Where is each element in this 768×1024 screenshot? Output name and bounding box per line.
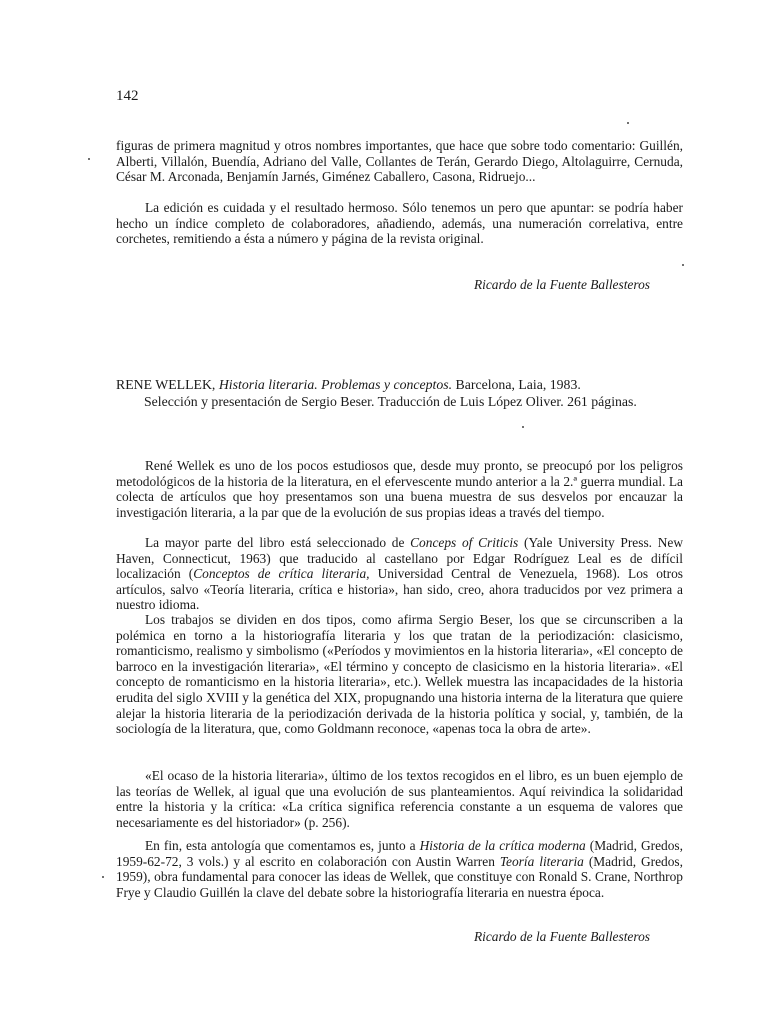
reference-author: RENE WELLEK,	[116, 377, 216, 392]
intro-paragraph-1: figuras de primera magnitud y otros nombres importantes, que hace que sobre todo comentario: Guillén, Alberti, Villalón, Buendía, Adriano del Valle, Collantes de Terán, Gerardo Diego, Altolaguirre, Cernuda, César M. Arconada, Benjamín Jarnés, Giménez Caballero, Casona, Ridruejo...	[116, 138, 683, 185]
reference-details-rest: Selección y presentación de Sergio Beser. Traducción de Luis López Oliver. 261 páginas.	[144, 394, 637, 409]
p2-text-a: La mayor parte del libro está seleccionado de	[145, 535, 405, 550]
p2-text-c: (Yale University Press. New Haven, Connecticut, 1963) que traducido al castellano por Edgar Rodríguez Leal es de difícil localización (	[116, 535, 684, 582]
p2-text-e: Universidad Central de Venezuela, 1968). Los otros artículos, salvo «Teoría literaria, crítica e historia», han sido, creo, ahora traducidos por vez primera a nuestro idioma.	[116, 566, 683, 613]
scan-speck	[88, 158, 90, 160]
scan-speck	[627, 122, 629, 124]
p5-text-a: En fin, esta antología que comentamos es, junto a	[145, 838, 416, 853]
review-paragraph-1: René Wellek es uno de los pocos estudiosos que, desde muy pronto, se preocupó por los peligros metodológicos de la historia de la literatura, en el efervescente mundo anterior a la 2.ª guerra mundial. La colecta de artículos que hoy presentamos son una buena muestra de sus desvelos por encauzar la investigación literaria, a la par que de la evolución de sus propias ideas a través del tiempo.	[116, 458, 683, 520]
signature-1: Ricardo de la Fuente Ballesteros	[473, 277, 650, 292]
p2-title-concepts: Conceps of Criticis	[410, 535, 519, 550]
reference-title: Historia literaria. Problemas y conceptos.	[218, 377, 453, 392]
page-number: 142	[116, 88, 139, 104]
review-paragraph-4: «El ocaso de la historia literaria», último de los textos recogidos en el libro, es un buen ejemplo de las teorías de Wellek, al igual que una evolución de sus planteamientos. Aquí reivindica la solidaridad entre la historia y la crítica: «La crítica significa referencia constante a un esquema de valores que necesariamente es del historiador» (p. 256).	[116, 768, 683, 830]
review-paragraph-3: Los trabajos se dividen en dos tipos, como afirma Sergio Beser, los que se circunscriben a la polémica en torno a la historiografía literaria y los que tratan de la periodización: clasicismo, romanticismo, realismo y simbolismo («Períodos y movimientos en la historia literaria», «El concepto de barroco en la investigación literaria», «El término y concepto de clasicismo en la historia literaria». «El concepto de romanticismo en la historia literaria», etc.). Wellek muestra las incapacidades de la historia erudita del siglo XVIII y la genética del XIX, propugnando una historia interna de la literatura que quiere alejar la historia literaria de la periodización derivada de la historia política y social, y, también, de la sociología de la literatura, que, como Goldmann reconoce, «apenas toca la obra de arte».	[116, 612, 683, 737]
scan-speck	[102, 876, 104, 878]
p5-text-c: (Madrid, Gredos, 1959-62-72, 3 vols.) y al escrito en colaboración con Austin Warren	[116, 838, 683, 869]
review-paragraph-2	[116, 535, 683, 613]
p5-title-teoria: Teoría literaria	[499, 853, 584, 869]
p2-title-conceptos: Conceptos de crítica literaria,	[193, 566, 370, 582]
intro-paragraph-2: La edición es cuidada y el resultado hermoso. Sólo tenemos un pero que apuntar: se podría haber hecho un índice completo de colaboradores, añadiendo, además, una numeración correlativa, entre corchetes, remitiendo a ésta a número y página de la revista original.	[116, 200, 683, 247]
scan-speck	[522, 426, 524, 428]
book-reference	[116, 376, 686, 410]
reference-details-first: Barcelona, Laia, 1983.	[455, 377, 581, 392]
review-paragraph-5	[116, 838, 683, 900]
scan-speck	[682, 264, 684, 266]
p5-text-e: (Madrid, Gredos, 1959), obra fundamental para conocer las ideas de Wellek, que constituye con Ronald S. Crane, Northrop Frye y Claudio Guillén la clave del debate sobre la historiografía literaria en nuestra época.	[116, 853, 683, 900]
signature-2: Ricardo de la Fuente Ballesteros	[473, 929, 650, 944]
document-page	[116, 0, 684, 1024]
p5-title-historia: Historia de la crítica moderna	[419, 838, 586, 853]
